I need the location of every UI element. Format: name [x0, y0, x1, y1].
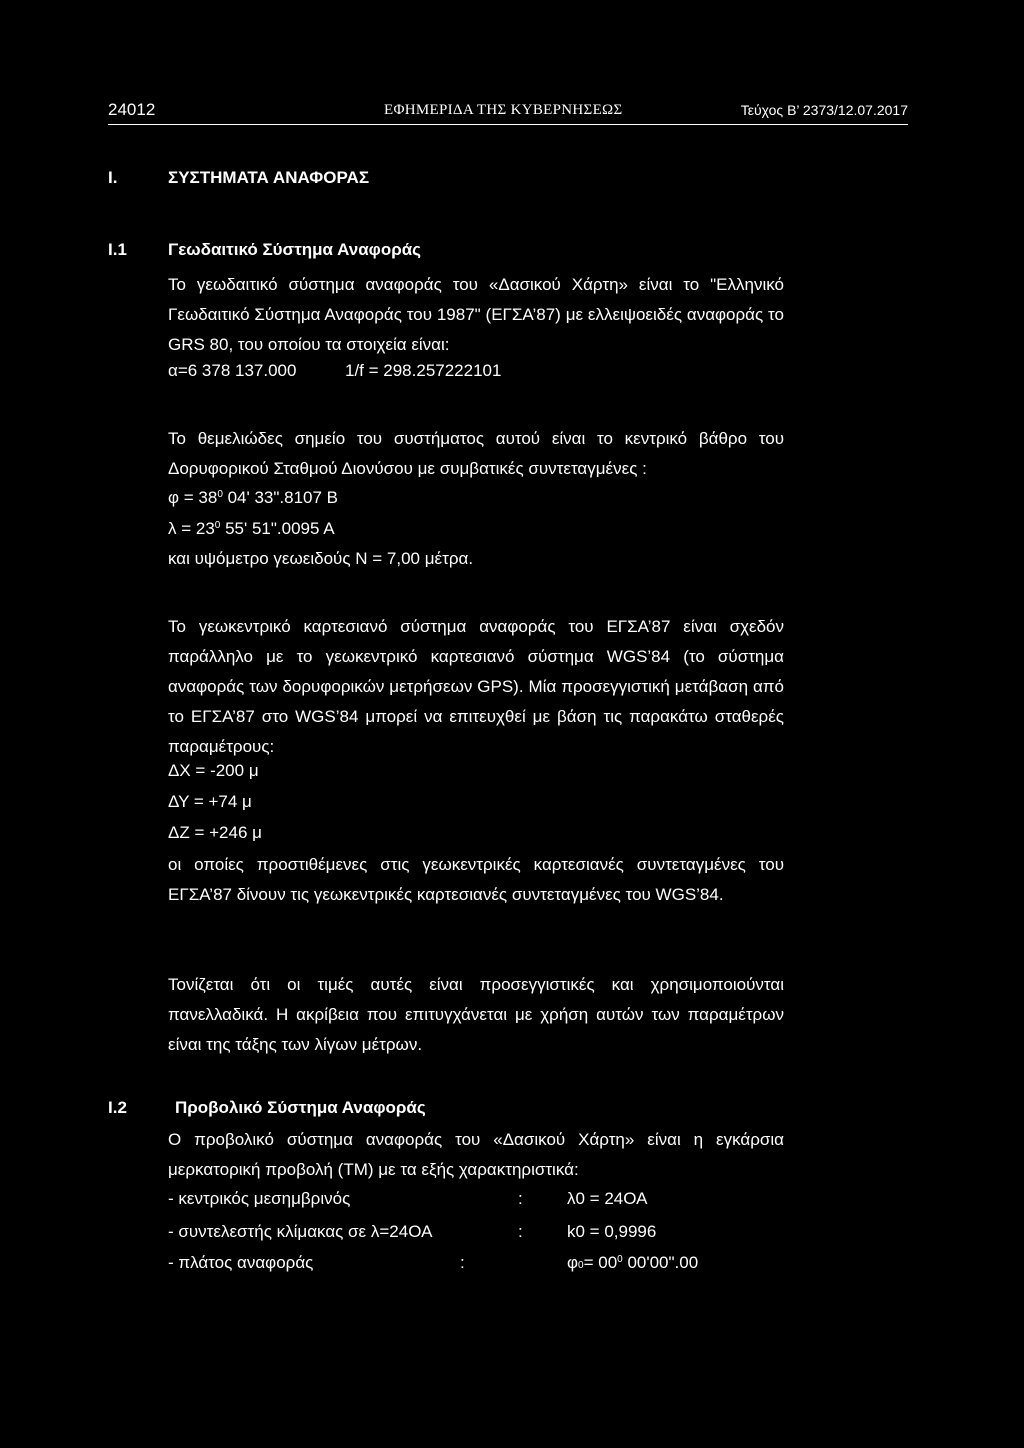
s2-paragraph-1: Ο προβολικό σύστημα αναφοράς του «Δασικού Χάρτη» είναι η εγκάρσια μερκατορική προβολή (ΤΜ) με τα εξής χαρακτηριστικά: [168, 1130, 784, 1179]
latitude-post: 04' 33".8107 Β [222, 488, 339, 507]
param-dy: ΔΥ = +74 μ [168, 792, 252, 811]
longitude-post: 55' 51".0095 Α [220, 519, 335, 538]
table-row-3-label: - πλάτος αναφοράς [168, 1253, 314, 1272]
latitude [168, 488, 338, 508]
table-row-3-sep: : [460, 1253, 465, 1272]
ellipsoid-a: α=6 378 137.000 [168, 361, 297, 380]
row3-post: 00'00".00 [622, 1253, 699, 1272]
page-number: 24012 [108, 100, 156, 119]
latitude-degree-mark: 0 [217, 489, 223, 500]
param-dx: ΔΧ = -200 μ [168, 761, 259, 780]
subsection-2-title: Προβολικό Σύστημα Αναφοράς [175, 1098, 426, 1117]
section-number: I. [108, 168, 118, 187]
table-row-2-value: k0 = 0,9996 [567, 1222, 657, 1241]
geoid-height: και υψόμετρο γεωειδούς Ν = 7,00 μέτρα. [168, 549, 474, 568]
param-dz: ΔΖ = +246 μ [168, 823, 262, 842]
longitude-degree-mark: 0 [214, 520, 221, 531]
s1-paragraph-4: οι οποίες προστιθέμενες στις γεωκεντρικές καρτεσιανές συντεταγμένες του ΕΓΣΑ’87 δίνουν τις γεωκεντρικές καρτεσιανές συντεταγμένες του WGS’84. [168, 855, 784, 904]
page-header [108, 100, 908, 124]
longitude [168, 519, 335, 539]
s1-paragraph-2: Το θεμελιώδες σημείο του συστήματος αυτού είναι το κεντρικό βάθρο του Δορυφορικού Σταθμού Διονύσου με συμβατικές συντεταγμένες : [168, 429, 784, 478]
section-title: ΣΥΣΤΗΜΑΤΑ ΑΝΑΦΟΡΑΣ [168, 168, 370, 187]
table-row-2-sep: : [518, 1222, 523, 1241]
s1-paragraph-1: Το γεωδαιτικό σύστημα αναφοράς του «Δασικού Χάρτη» είναι το "Ελληνικό Γεωδαιτικό Σύστημα Αναφοράς του 1987" (ΕΓΣΑ’87) με ελλειψοειδές αναφοράς το GRS 80, του οποίου τα στοιχεία είναι: [168, 275, 784, 354]
latitude-pre: φ = 38 [168, 488, 218, 507]
row3-subscript: 0 [578, 1260, 584, 1271]
table-row-1-label: - κεντρικός μεσημβρινός [168, 1189, 351, 1208]
ellipsoid-flattening: 1/f = 298.257222101 [345, 361, 502, 380]
row3-phi: φ [567, 1253, 579, 1272]
s1-paragraph-5: Τονίζεται ότι οι τιμές αυτές είναι προσεγγιστικές και χρησιμοποιούνται πανελλαδικά. Η ακρίβεια που επιτυγχάνεται με χρήση αυτών των παραμέτρων είναι της τάξης των λίγων μέτρων. [168, 975, 784, 1054]
issue-info: Τεύχος Β’ 2373/12.07.2017 [740, 102, 908, 118]
table-row-3-value [567, 1253, 698, 1273]
longitude-pre: λ = 23 [168, 519, 215, 538]
s1-paragraph-3: Το γεωκεντρικό καρτεσιανό σύστημα αναφοράς του ΕΓΣΑ’87 είναι σχεδόν παράλληλο με το γεωκεντρικό καρτεσιανό σύστημα WGS’84 (το σύστημα αναφοράς των δορυφορικών μετρήσεων GPS). Μία προσεγγιστική μετάβαση από το ΕΓΣΑ’87 στο WGS’84 μπορεί να επιτευχθεί με βάση τις παρακάτω σταθερές παραμέτρους: [168, 617, 784, 756]
table-row-1-sep: : [518, 1189, 523, 1208]
row3-mid: = 00 [583, 1253, 618, 1272]
header-rule [108, 124, 908, 125]
subsection-1-title: Γεωδαιτικό Σύστημα Αναφοράς [168, 240, 422, 259]
table-row-1-value: λ0 = 24ΟΑ [567, 1189, 648, 1208]
row3-degree-mark: 0 [617, 1254, 623, 1265]
subsection-1-number: I.1 [108, 240, 127, 259]
gazette-title: ΕΦΗΜΕΡΙΔΑ ΤΗΣ ΚΥΒΕΡΝΗΣΕΩΣ [384, 102, 623, 118]
subsection-2-number: I.2 [108, 1098, 127, 1117]
table-row-2-label: - συντελεστής κλίμακας σε λ=24ΟΑ [168, 1222, 433, 1241]
